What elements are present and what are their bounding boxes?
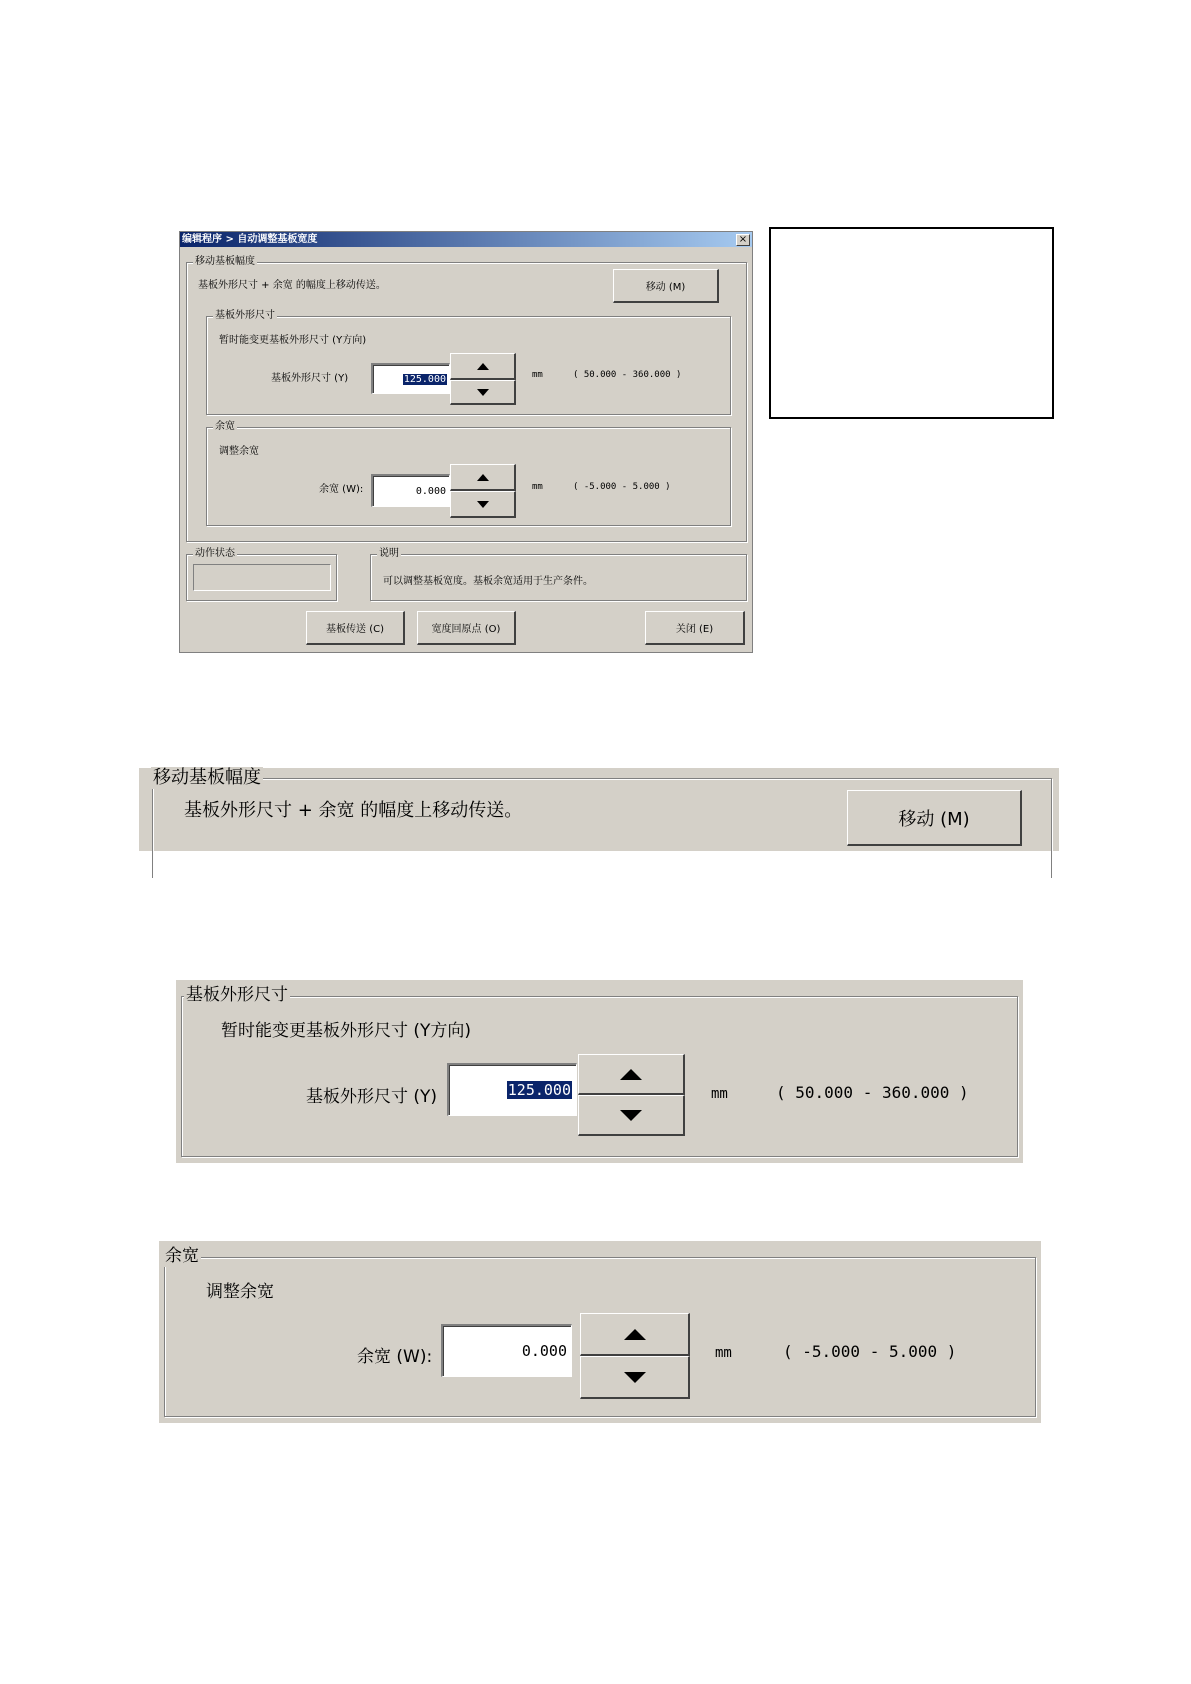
board-size-note: 暂时能变更基板外形尺寸 (Y方向)	[219, 335, 367, 346]
dialog-title: 编辑程序 > 自动调整基板宽度	[182, 234, 318, 245]
arrow-down-icon	[477, 501, 489, 508]
zoom-margin-down-button[interactable]	[580, 1356, 690, 1399]
zoom-move-panel	[139, 768, 1059, 851]
board-size-value: 125.000	[403, 373, 446, 385]
zoom-margin-input[interactable]	[441, 1324, 572, 1377]
zoom-board-unit: mm	[711, 1086, 728, 1102]
zoom-margin-note: 调整余宽	[206, 1282, 274, 1302]
close-button[interactable]	[645, 611, 745, 645]
board-size-legend: 基板外形尺寸	[213, 308, 277, 324]
arrow-down-icon	[477, 389, 489, 396]
arrow-up-icon	[477, 474, 489, 481]
zoom-board-panel	[176, 980, 1023, 1163]
arrow-up-icon	[624, 1329, 646, 1340]
margin-down-button[interactable]	[450, 491, 516, 518]
close-icon[interactable]	[736, 234, 750, 246]
margin-label: 余宽 (W):	[319, 484, 364, 495]
board-size-range: ( 50.000 - 360.000 )	[573, 370, 682, 380]
arrow-up-icon	[477, 363, 489, 370]
zoom-margin-legend: 余宽	[165, 1246, 199, 1266]
zoom-move-button[interactable]	[847, 790, 1022, 846]
zoom-margin-up-button[interactable]	[580, 1313, 690, 1356]
arrow-up-icon	[620, 1069, 642, 1080]
margin-value: 0.000	[415, 485, 446, 497]
description-legend: 说明	[377, 546, 401, 562]
margin-legend: 余宽	[213, 419, 237, 435]
status-legend: 动作状态	[193, 546, 237, 562]
close-button-label: 关闭 (E)	[675, 624, 714, 635]
board-size-label: 基板外形尺寸 (Y)	[271, 373, 349, 384]
zoom-margin-label: 余宽 (W):	[357, 1347, 433, 1367]
arrow-down-icon	[620, 1110, 642, 1121]
status-display	[193, 564, 331, 591]
zoom-board-input[interactable]	[447, 1063, 577, 1116]
board-size-input[interactable]	[371, 363, 450, 394]
zoom-move-legend: 移动基板幅度	[153, 767, 261, 788]
zoom-board-legend: 基板外形尺寸	[186, 985, 288, 1005]
annotation-box	[769, 227, 1054, 419]
board-size-down-button[interactable]	[450, 380, 516, 405]
zoom-board-value: 125.000	[507, 1081, 571, 1099]
arrow-down-icon	[624, 1372, 646, 1383]
close-glyph: ×	[738, 234, 748, 245]
width-origin-button-label: 宽度回原点 (O)	[431, 624, 501, 635]
zoom-board-range: ( 50.000 - 360.000 )	[776, 1083, 969, 1102]
width-origin-button[interactable]	[417, 611, 516, 645]
zoom-move-button-label: 移动 (M)	[898, 808, 970, 830]
move-group-legend: 移动基板幅度	[193, 254, 257, 270]
move-button-label: 移动 (M)	[645, 282, 686, 293]
zoom-board-label: 基板外形尺寸 (Y)	[306, 1087, 438, 1107]
margin-range: ( -5.000 - 5.000 )	[573, 482, 671, 492]
move-button[interactable]	[613, 269, 719, 303]
zoom-margin-value: 0.000	[521, 1342, 567, 1360]
margin-up-button[interactable]	[450, 464, 516, 491]
margin-unit: mm	[532, 482, 543, 492]
zoom-board-note: 暂时能变更基板外形尺寸 (Y方向)	[221, 1021, 472, 1041]
board-size-unit: mm	[532, 370, 543, 380]
board-size-up-button[interactable]	[450, 353, 516, 380]
transfer-button-label: 基板传送 (C)	[326, 624, 384, 635]
transfer-button[interactable]	[306, 611, 405, 645]
zoom-margin-panel	[159, 1241, 1041, 1423]
dialog-window	[179, 231, 753, 653]
zoom-margin-range: ( -5.000 - 5.000 )	[783, 1342, 957, 1361]
margin-input[interactable]	[371, 474, 450, 507]
move-description: 基板外形尺寸 + 余宽 的幅度上移动传送。	[198, 280, 386, 291]
zoom-margin-unit: mm	[715, 1345, 732, 1361]
zoom-board-down-button[interactable]	[578, 1095, 685, 1136]
description-text: 可以调整基板宽度。基板余宽适用于生产条件。	[383, 576, 593, 587]
zoom-move-description: 基板外形尺寸 + 余宽 的幅度上移动传送。	[184, 800, 523, 821]
zoom-board-up-button[interactable]	[578, 1054, 685, 1095]
margin-note: 调整余宽	[219, 446, 259, 457]
